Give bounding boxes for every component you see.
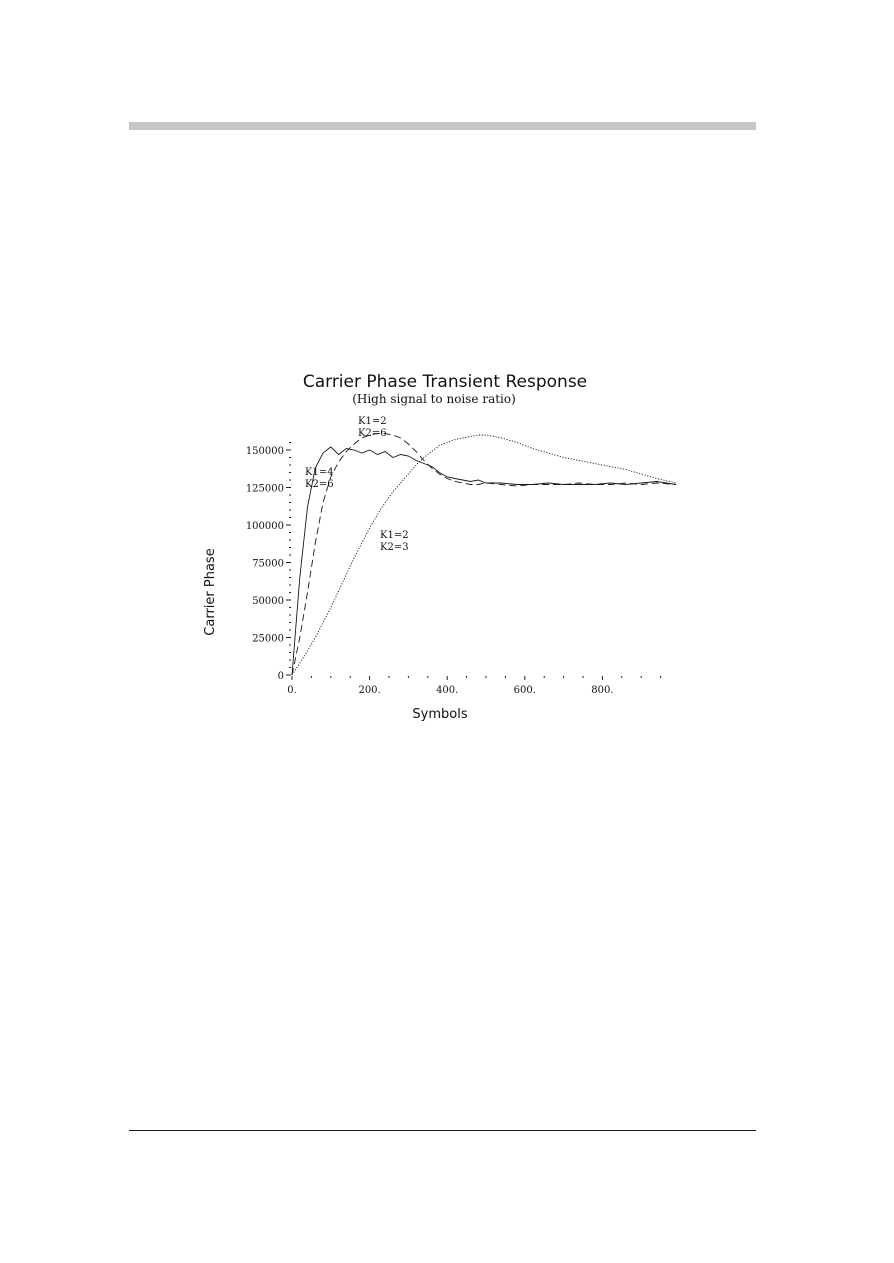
annotation-k1-2-k2-6-line2: K2=6 bbox=[358, 428, 387, 439]
y-tick-label: 50000 bbox=[252, 596, 284, 607]
x-axis-label: Symbols bbox=[412, 707, 468, 722]
y-tick-label: 0 bbox=[277, 671, 284, 682]
x-tick-label: 200. bbox=[358, 685, 381, 696]
y-tick-label: 125000 bbox=[245, 483, 284, 495]
y-tick-label: 25000 bbox=[252, 633, 284, 645]
annotation-k1-2-k2-6-line1: K1=2 bbox=[358, 416, 387, 427]
y-axis-label: Carrier Phase bbox=[203, 548, 218, 636]
annotation-k1-2-k2-3-line1: K1=2 bbox=[380, 530, 409, 541]
x-tick-label: 800. bbox=[591, 685, 614, 696]
series-line-dotted bbox=[292, 435, 676, 675]
x-tick-label: 400. bbox=[436, 685, 459, 696]
annotation-k1-4-k2-6-line2: K2=6 bbox=[305, 479, 334, 490]
annotation-k1-2-k2-3-line2: K2=3 bbox=[380, 542, 409, 553]
series-line-dashed bbox=[292, 434, 676, 676]
x-tick-label: 0. bbox=[287, 685, 297, 696]
y-tick-label: 75000 bbox=[252, 558, 284, 570]
chart-title: Carrier Phase Transient Response bbox=[302, 372, 588, 392]
y-tick-label: 100000 bbox=[245, 521, 284, 532]
series-layer bbox=[292, 434, 676, 676]
annotation-k1-4-k2-6-line1: K1=4 bbox=[305, 467, 334, 478]
series-line-solid bbox=[292, 447, 676, 675]
chart-subtitle: (High signal to noise ratio) bbox=[352, 392, 516, 406]
page-footer-rule bbox=[129, 1130, 756, 1131]
y-tick-label: 150000 bbox=[245, 446, 284, 457]
x-tick-label: 600. bbox=[513, 685, 536, 696]
